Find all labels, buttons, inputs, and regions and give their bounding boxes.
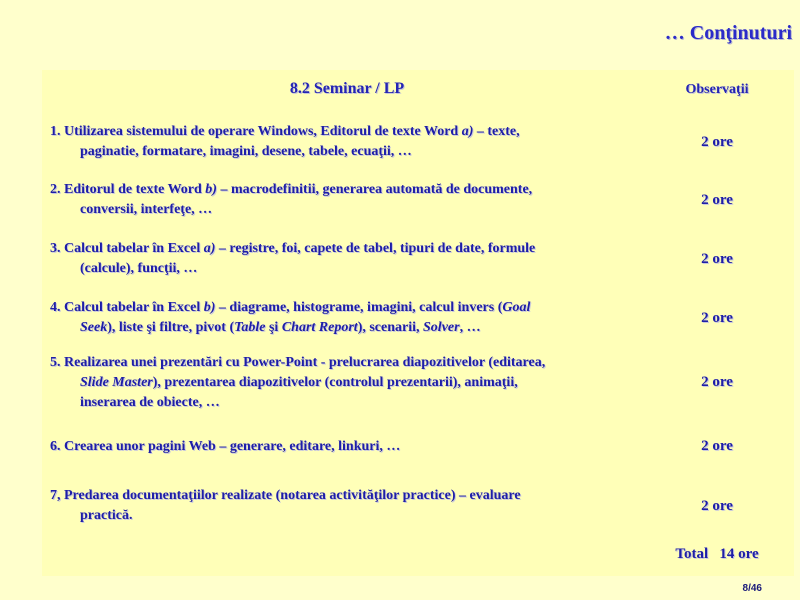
total-hours: Total 14 ore xyxy=(675,546,759,562)
row-hours: 2 ore xyxy=(701,374,733,390)
row-hours: 2 ore xyxy=(701,192,733,208)
content-table xyxy=(42,70,794,576)
page-number: 8/46 xyxy=(742,583,762,594)
row-description: 7, Predarea documentaţiilor realizate (notarea activităţilor practice) – evaluare practică. xyxy=(50,488,521,523)
row-hours: 2 ore xyxy=(701,438,733,454)
row-description: 1. Utilizarea sistemului de operare Windows, Editorul de texte Word a) – texte, paginatie, formatare, imagini, desene, tabele, ecuaţii, … xyxy=(50,124,520,159)
header-observatii: Observaţii xyxy=(685,82,749,97)
row-description: 5. Realizarea unei prezentări cu Power-Point - prelucrarea diapozitivelor (editarea, Slide Master), prezentarea diapozitivelor (controlul prezentarii), animaţii, inserarea de obiecte, … xyxy=(50,355,546,410)
row-description: 4. Calcul tabelar în Excel b) – diagrame, histograme, imagini, calcul invers (Goal Seek), liste şi filtre, pivot (Table şi Chart Report), scenarii, Solver, … xyxy=(50,300,531,335)
row-hours: 2 ore xyxy=(701,310,733,326)
slide-title: … Conţinuturi xyxy=(664,22,792,44)
row-description: 3. Calcul tabelar în Excel a) – registre, foi, capete de tabel, tipuri de date, formule (calcule), funcţii, … xyxy=(50,241,536,276)
row-description: 6. Crearea unor pagini Web – generare, editare, linkuri, … xyxy=(50,439,401,454)
header-seminar: 8.2 Seminar / LP xyxy=(289,80,405,97)
row-hours: 2 ore xyxy=(701,134,733,150)
row-description: 2. Editorul de texte Word b) – macrodefinitii, generarea automată de documente, conversii, interfeţe, … xyxy=(50,182,533,217)
row-hours: 2 ore xyxy=(701,498,733,514)
row-hours: 2 ore xyxy=(701,251,733,267)
